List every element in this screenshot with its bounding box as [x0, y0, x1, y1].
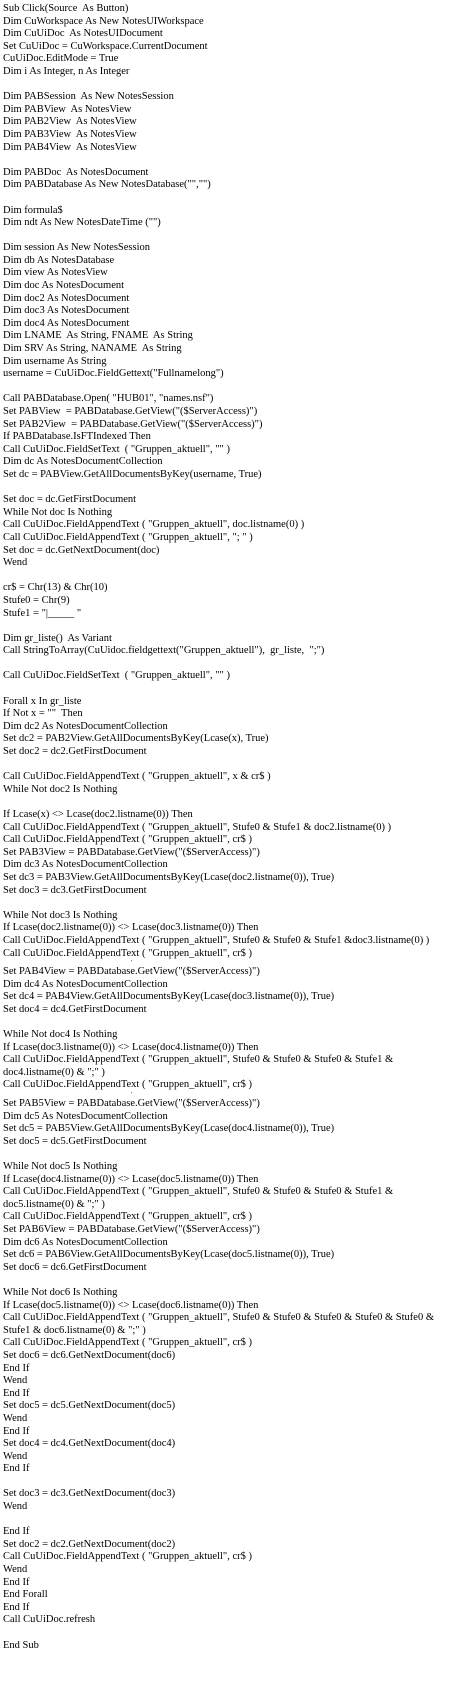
code-line: If PABDatabase.IsFTIndexed Then [3, 431, 151, 443]
code-line: If Not x = "" Then [3, 708, 83, 720]
code-line: Dim LNAME As String, FNAME As String [3, 330, 193, 342]
code-line: Call CuUiDoc.FieldAppendText ( "Gruppen_aktuell", Stufe0 & Stufe0 & Stufe0 & Stufe1 & [3, 1054, 394, 1066]
code-line: Call PABDatabase.Open( "HUB01", "names.nsf") [3, 393, 214, 405]
code-line: Set PABView = PABDatabase.GetView("($ServerAccess)") [3, 406, 258, 417]
blank-line [3, 1017, 447, 1030]
blank-line [3, 1514, 447, 1527]
code-line: username = CuUiDoc.FieldGettext("Fullnamelong") [3, 368, 224, 380]
code-line: Set dc3 = PAB3View.GetAllDocumentsByKey(Lcase(doc2.listname(0)), True) [3, 871, 335, 883]
code-line: Set PAB2View = PABDatabase.GetView("($ServerAccess)") [3, 418, 263, 430]
code-line: Dim session As New NotesSession [3, 242, 151, 254]
blank-line [3, 154, 447, 167]
code-line: Wend [3, 557, 28, 569]
blank-line [3, 570, 447, 583]
code-line: Call CuUiDoc.FieldAppendText ( "Gruppen_aktuell", cr$ ) [3, 947, 252, 959]
code-line: Wend [3, 1412, 28, 1424]
code-line: While Not doc5 Is Nothing [3, 1161, 118, 1173]
code-line: Dim db As NotesDatabase [3, 254, 115, 266]
code-line: Dim PABDatabase As New NotesDatabase("","") [3, 179, 211, 191]
blank-line [3, 620, 447, 633]
blank-line [3, 683, 447, 696]
code-line: While Not doc4 Is Nothing [3, 1029, 118, 1041]
code-line: Set doc5 = dc5.GetNextDocument(doc5) [3, 1400, 176, 1412]
code-line: Dim dc3 As NotesDocumentCollection [3, 859, 168, 871]
code-line: While Not doc Is Nothing [3, 506, 113, 518]
code-line: Set doc4 = dc4.GetNextDocument(doc4) [3, 1438, 176, 1450]
code-line: Dim doc4 As NotesDocument [3, 317, 130, 329]
code-line: End If [3, 1576, 30, 1588]
code-line: Dim username As String [3, 355, 107, 367]
code-line: End If [3, 1425, 30, 1437]
blank-line [3, 1627, 447, 1640]
blank-line [3, 482, 447, 495]
code-line: End Forall [3, 1589, 48, 1601]
code-line: Call CuUiDoc.FieldAppendText ( "Gruppen_aktuell", "; " ) [3, 531, 253, 543]
stray-mark: ' [131, 960, 133, 967]
code-line: Call CuUiDoc.FieldAppendText ( "Gruppen_aktuell", Stufe0 & Stufe0 & Stufe1 &doc3.listname(0) ) [3, 934, 430, 946]
code-line: Set dc6 = PAB6View.GetAllDocumentsByKey(Lcase(doc5.listname(0)), True) [3, 1249, 335, 1261]
blank-line [3, 759, 447, 772]
code-line: Set doc2 = dc2.GetNextDocument(doc2) [3, 1538, 176, 1550]
code-line: Call CuUiDoc.FieldSetText ( "Gruppen_aktuell", "" ) [3, 443, 230, 455]
code-line: End If [3, 1601, 30, 1613]
code-line: Call CuUiDoc.FieldAppendText ( "Gruppen_aktuell", cr$ ) [3, 1337, 252, 1349]
code-line: Dim gr_liste() As Variant [3, 632, 112, 644]
code-line: Call CuUiDoc.FieldAppendText ( "Gruppen_aktuell", cr$ ) [3, 1551, 252, 1563]
code-line: Dim CuUiDoc As NotesUIDocument [3, 28, 163, 40]
blank-line [3, 192, 447, 205]
code-line: Call CuUiDoc.FieldAppendText ( "Gruppen_aktuell", Stufe0 & Stufe0 & Stufe0 & Stufe0 & Stufe0 & [3, 1312, 434, 1324]
code-line: Dim PAB2View As NotesView [3, 116, 137, 128]
code-line: Set doc3 = dc3.GetFirstDocument [3, 884, 147, 896]
code-line: Sub Click(Source As Button) [3, 3, 129, 14]
code-line: Dim dc As NotesDocumentCollection [3, 456, 163, 468]
code-line: Set dc4 = PAB4View.GetAllDocumentsByKey(Lcase(doc3.listname(0)), True) [3, 991, 335, 1003]
code-line: Dim SRV As String, NANAME As String [3, 343, 182, 355]
code-line: Dim dc6 As NotesDocumentCollection [3, 1236, 168, 1248]
code-line: If Lcase(doc3.listname(0)) <> Lcase(doc4.listname(0)) Then [3, 1041, 259, 1053]
code-line: Dim dc4 As NotesDocumentCollection [3, 978, 168, 990]
code-line: Forall x In gr_liste [3, 695, 82, 707]
code-line: Dim PAB4View As NotesView [3, 141, 137, 153]
code-line: Set doc3 = dc3.GetNextDocument(doc3) [3, 1488, 176, 1500]
code-line: While Not doc6 Is Nothing [3, 1286, 118, 1298]
code-line: Dim view As NotesView [3, 267, 108, 279]
code-line: Dim ndt As New NotesDateTime ("") [3, 217, 161, 229]
code-line: If Lcase(doc2.listname(0)) <> Lcase(doc3.listname(0)) Then [3, 922, 259, 934]
code-line: Dim PABSession As New NotesSession [3, 91, 174, 103]
code-line: Dim doc2 As NotesDocument [3, 292, 130, 304]
blank-line [3, 897, 447, 910]
code-line: Set CuUiDoc = CuWorkspace.CurrentDocument [3, 40, 208, 52]
code-line: Call CuUiDoc.FieldAppendText ( "Gruppen_aktuell", cr$ ) [3, 1079, 252, 1091]
code-line: Call CuUiDoc.FieldAppendText ( "Gruppen_aktuell", cr$ ) [3, 834, 252, 846]
code-line: End If [3, 1463, 30, 1475]
code-line: Call CuUiDoc.FieldAppendText ( "Gruppen_aktuell", doc.listname(0) ) [3, 519, 305, 531]
code-line: cr$ = Chr(13) & Chr(10) [3, 582, 108, 594]
code-line: Call CuUiDoc.refresh [3, 1614, 96, 1626]
code-line: Wend [3, 1450, 28, 1462]
code-line: Call CuUiDoc.FieldAppendText ( "Gruppen_aktuell", Stufe0 & Stufe0 & Stufe0 & Stufe1 & [3, 1186, 394, 1198]
code-line: Dim dc2 As NotesDocumentCollection [3, 720, 168, 732]
code-line: Set dc2 = PAB2View.GetAllDocumentsByKey(Lcase(x), True) [3, 733, 269, 745]
code-line: Dim PABView As NotesView [3, 103, 132, 115]
code-line: Dim PABDoc As NotesDocument [3, 166, 149, 178]
code-line: Wend [3, 1375, 28, 1387]
code-line: Dim doc3 As NotesDocument [3, 305, 130, 317]
code-line: Dim CuWorkspace As New NotesUIWorkspace [3, 15, 204, 27]
code-line: Set doc6 = dc6.GetNextDocument(doc6) [3, 1349, 176, 1361]
stray-mark: ' [131, 1092, 133, 1099]
code-line: doc4.listname(0) & ";" ) [3, 1066, 105, 1078]
code-line: End If [3, 1362, 30, 1374]
blank-line [3, 1148, 447, 1161]
code-line: Set doc6 = dc6.GetFirstDocument [3, 1261, 147, 1273]
code-line: Set doc = dc.GetNextDocument(doc) [3, 544, 160, 556]
blank-line [3, 796, 447, 809]
code-line: Dim doc As NotesDocument [3, 280, 125, 292]
code-line: Set PAB6View = PABDatabase.GetView("($ServerAccess)") [3, 1224, 260, 1235]
code-line: Set doc2 = dc2.GetFirstDocument [3, 746, 147, 758]
blank-line [3, 658, 447, 671]
code-line: Wend [3, 1564, 28, 1576]
code-line: Set PAB4View = PABDatabase.GetView("($ServerAccess)") [3, 966, 260, 978]
code-line: CuUiDoc.EditMode = True [3, 53, 119, 65]
code-line: Call StringToArray(CuUidoc.fieldgettext("Gruppen_aktuell"), gr_liste, ";") [3, 645, 325, 657]
code-line: Set doc = dc.GetFirstDocument [3, 494, 137, 506]
code-line: End If [3, 1526, 30, 1538]
code-line: While Not doc3 Is Nothing [3, 909, 118, 921]
code-line: Wend [3, 1501, 28, 1513]
blank-line [3, 1476, 447, 1489]
code-line: Call CuUiDoc.FieldAppendText ( "Gruppen_aktuell", Stufe0 & Stufe1 & doc2.listname(0) ) [3, 821, 392, 833]
code-line: Stufe1 & doc6.listname(0) & ";" ) [3, 1324, 146, 1336]
code-line: doc5.listname(0) & ";" ) [3, 1198, 105, 1210]
code-line: If Lcase(x) <> Lcase(doc2.listname(0)) Then [3, 809, 193, 820]
code-line: Stufe1 = "|_____ " [3, 607, 82, 619]
code-line: Set doc4 = dc4.GetFirstDocument [3, 1003, 147, 1015]
code-line: Stufe0 = Chr(9) [3, 594, 70, 606]
code-document [3, 3, 447, 1652]
code-line: Set dc5 = PAB5View.GetAllDocumentsByKey(Lcase(doc4.listname(0)), True) [3, 1123, 335, 1135]
code-line: Dim i As Integer, n As Integer [3, 65, 130, 77]
code-line: Dim PAB3View As NotesView [3, 128, 137, 140]
code-line: End If [3, 1387, 30, 1399]
blank-line [3, 1274, 447, 1287]
code-line: Set doc5 = dc5.GetFirstDocument [3, 1135, 147, 1147]
code-line: Dim formula$ [3, 204, 63, 216]
code-line: Call CuUiDoc.FieldAppendText ( "Gruppen_aktuell", x & cr$ ) [3, 771, 271, 783]
code-line: Set PAB5View = PABDatabase.GetView("($ServerAccess)") [3, 1098, 260, 1110]
code-line: While Not doc2 Is Nothing [3, 783, 118, 795]
code-line: Call CuUiDoc.FieldSetText ( "Gruppen_aktuell", "" ) [3, 670, 230, 682]
blank-line [3, 381, 447, 394]
code-line: Set dc = PABView.GetAllDocumentsByKey(username, True) [3, 468, 262, 480]
code-line: If Lcase(doc4.listname(0)) <> Lcase(doc5.listname(0)) Then [3, 1173, 259, 1185]
blank-line [3, 230, 447, 243]
code-line: End Sub [3, 1639, 39, 1651]
code-line: Set PAB3View = PABDatabase.GetView("($ServerAccess)") [3, 846, 260, 858]
code-line: Call CuUiDoc.FieldAppendText ( "Gruppen_aktuell", cr$ ) [3, 1211, 252, 1223]
code-line: If Lcase(doc5.listname(0)) <> Lcase(doc6.listname(0)) Then [3, 1299, 259, 1311]
code-line: Dim dc5 As NotesDocumentCollection [3, 1110, 168, 1122]
blank-line [3, 79, 447, 92]
